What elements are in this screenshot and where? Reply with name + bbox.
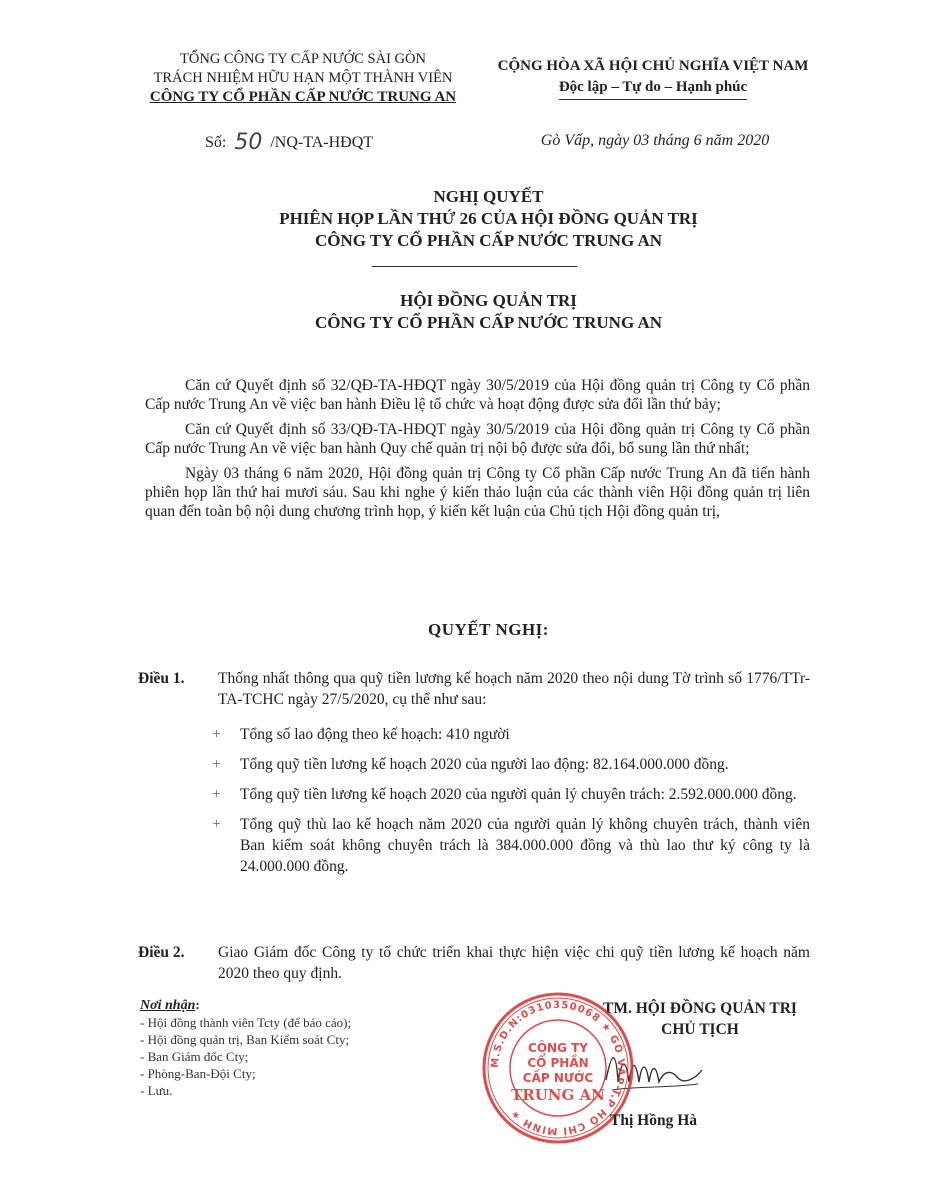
article-2-label: Điều 2.: [138, 944, 185, 961]
document-title: [120, 186, 857, 252]
on-behalf-of: TM. HỘI ĐỒNG QUẢN TRỊ: [603, 1000, 797, 1017]
signer-name: Thị Hồng Hà: [610, 1112, 697, 1129]
article-1: [138, 668, 810, 710]
handwritten-number: 50: [234, 130, 263, 155]
recipients-heading: Nơi nhận:: [140, 997, 200, 1013]
list-item: + Tổng số lao động theo kế hoạch: 410 người: [212, 726, 510, 743]
svg-text:CÔNG TY: CÔNG TY: [528, 1041, 588, 1055]
board-line-2: CÔNG TY CỔ PHẦN CẤP NƯỚC TRUNG AN: [314, 313, 663, 332]
article-1-bullets: [210, 724, 810, 886]
article-2: [138, 942, 810, 984]
list-item: + Tổng quỹ tiền lương kế hoạch 2020 của người lao động: 82.164.000.000 đồng.: [212, 756, 729, 773]
plus-icon: +: [212, 816, 221, 833]
basis-paragraph-2: Căn cứ Quyết định số 33/QĐ-TA-HĐQT ngày 30/5/2019 của Hội đồng quản trị Công ty Cổ phần Cấp nước Trung An về việc ban hành Quy chế quản trị nội bộ được sửa đổi, bổ sung lần thứ nhất;: [145, 421, 810, 457]
recipient-item: - Ban Giám đốc Cty;: [140, 1049, 249, 1064]
recipient-item: - Lưu.: [140, 1083, 173, 1098]
svg-text:CỔ PHẦN: CỔ PHẦN: [527, 1056, 589, 1070]
board-line-1: HỘI ĐỒNG QUẢN TRỊ: [400, 291, 577, 310]
org-line-2: TRÁCH NHIỆM HỮU HẠN MỘT THÀNH VIÊN: [153, 70, 453, 86]
legal-basis: [145, 376, 810, 527]
list-item: + Tổng quỹ thù lao kế hoạch năm 2020 của người quản lý không chuyên trách, thành viên Ban kiểm soát không chuyên trách là 384.000.000 đồng và thù lao thư ký công ty là 24.000.000 đồng.: [212, 816, 810, 875]
recipients-block: [140, 996, 480, 1099]
basis-paragraph-3: Ngày 03 tháng 6 năm 2020, Hội đồng quản trị Công ty Cổ phần Cấp nước Trung An đã tiến hành phiên họp lần thứ hai mươi sáu. Sau khi nghe ý kiến thảo luận của các thành viên Hội đồng quản trị liên quan đến toàn bộ nội dung chương trình họp, ý kiến kết luận của Chủ tịch Hội đồng quản trị,: [145, 465, 810, 520]
basis-paragraph-1: Căn cứ Quyết định số 32/QĐ-TA-HĐQT ngày 30/5/2019 của Hội đồng quản trị Công ty Cổ phần Cấp nước Trung An về việc ban hành Điều lệ tổ chức và hoạt động được sửa đổi lần thứ bảy;: [145, 377, 810, 413]
title-line-2: PHIÊN HỌP LẦN THỨ 26 CỦA HỘI ĐỒNG QUẢN TRỊ: [279, 209, 698, 228]
nation-name: CỘNG HÒA XÃ HỘI CHỦ NGHĨA VIỆT NAM: [497, 58, 809, 74]
place-and-date: Gò Vấp, ngày 03 tháng 6 năm 2020: [540, 132, 770, 149]
issuing-board: [120, 290, 857, 334]
document-number: Số: 50 /NQ-TA-HĐQT: [205, 130, 374, 155]
article-2-text: Giao Giám đốc Công ty tổ chức triển khai thực hiện việc chi quỹ tiền lương kế hoạch năm 2020 theo quy định.: [218, 944, 810, 982]
national-motto: Độc lập – Tự do – Hạnh phúc: [559, 77, 747, 100]
title-divider: [372, 266, 577, 267]
resolution-heading: QUYẾT NGHỊ:: [428, 620, 549, 639]
recipient-item: - Hội đồng quản trị, Ban Kiểm soát Cty;: [140, 1032, 350, 1047]
plus-icon: +: [212, 756, 221, 773]
org-line-3: CÔNG TY CỔ PHẦN CẤP NƯỚC TRUNG AN: [149, 89, 457, 105]
svg-text:TRUNG AN: TRUNG AN: [511, 1086, 605, 1104]
plus-icon: +: [212, 726, 221, 743]
signer-title: CHỦ TỊCH: [661, 1021, 739, 1038]
org-line-1: TỔNG CÔNG TY CẤP NƯỚC SÀI GÒN: [180, 51, 426, 67]
svg-text:M.S.D.N:0310350068 ★ GÒ VẤP-T.: M.S.D.N:0310350068 ★ GÒ VẤP-T.P HỒ CHÍ MINH ★: [489, 999, 627, 1137]
national-header: [478, 56, 828, 100]
svg-text:CẤP NƯỚC: CẤP NƯỚC: [522, 1071, 594, 1085]
recipient-item: - Phòng-Ban-Đội Cty;: [140, 1066, 256, 1081]
article-1-label: Điều 1.: [138, 670, 185, 687]
title-line-3: CÔNG TY CỔ PHẦN CẤP NƯỚC TRUNG AN: [314, 231, 663, 250]
list-item: + Tổng quỹ tiền lương kế hoạch 2020 của người quản lý chuyên trách: 2.592.000.000 đồng.: [212, 786, 797, 803]
title-line-1: NGHỊ QUYẾT: [433, 187, 544, 206]
article-1-text: Thống nhất thông qua quỹ tiền lương kế hoạch năm 2020 theo nội dung Tờ trình số 1776/TTr-TA-TCHC ngày 27/5/2020, cụ thể như sau:: [218, 670, 810, 708]
plus-icon: +: [212, 786, 221, 803]
recipient-item: - Hội đồng thành viên Tcty (để báo cáo);: [140, 1015, 352, 1030]
issuing-organization: [118, 50, 488, 107]
